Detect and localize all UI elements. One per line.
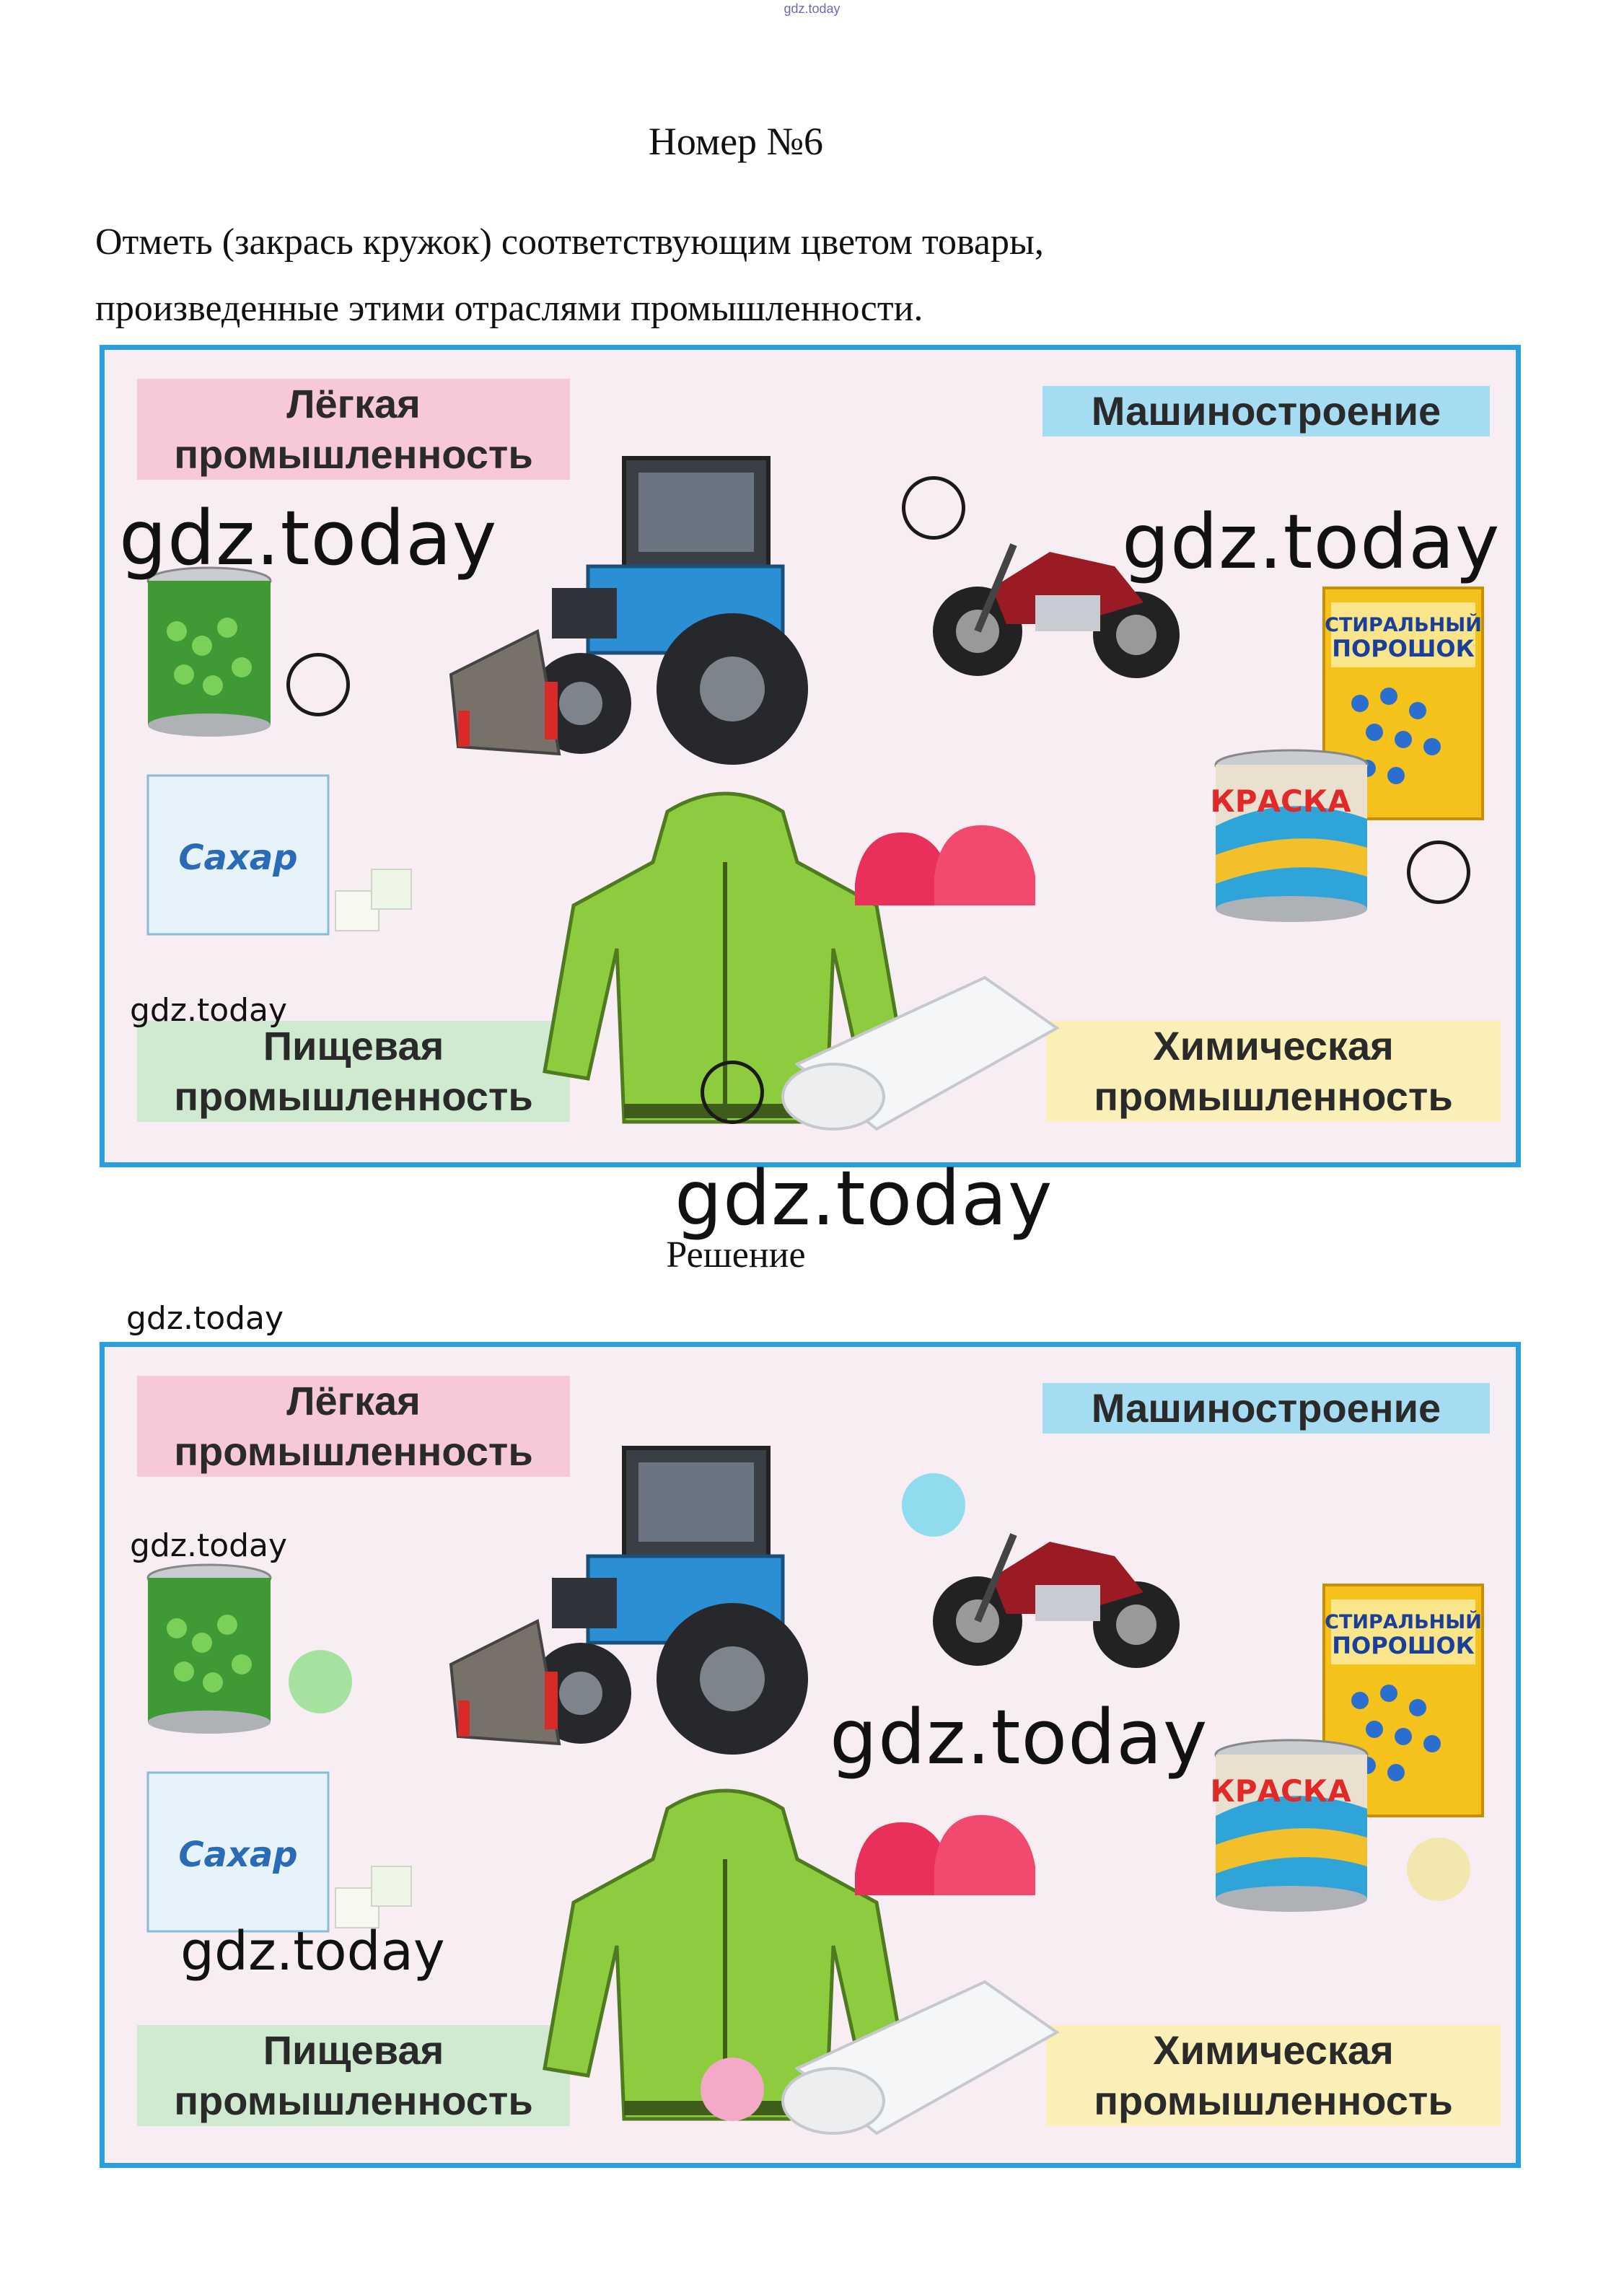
label-light-line2: промышленность — [174, 431, 533, 477]
powder-text-2: ПОРОШОК — [1332, 1632, 1475, 1659]
tractor-image — [444, 444, 848, 776]
watermark: gdz.today — [126, 1300, 284, 1337]
paint-brand-text: КРАСКА — [1210, 783, 1351, 819]
paint-can-image — [1208, 1737, 1374, 1917]
watermark: gdz.today — [130, 1527, 288, 1564]
sugar-box-image — [141, 761, 429, 949]
circle-paint[interactable] — [1407, 840, 1470, 904]
label-chem-line1: Химическая — [1153, 2027, 1394, 2073]
watermark: gdz.today — [830, 1693, 1208, 1781]
label-chem-line1: Химическая — [1153, 1023, 1394, 1068]
watermark: gdz.today — [119, 494, 498, 582]
fabric-roll-image — [768, 1967, 1071, 2141]
shoes-image — [848, 1787, 1043, 1910]
paint-can-image — [1208, 747, 1374, 927]
powder-text-2: ПОРОШОК — [1332, 635, 1475, 662]
circle-paint-filled[interactable] — [1407, 1838, 1470, 1901]
shoes-image — [848, 797, 1043, 920]
page-title: Номер №6 — [648, 120, 824, 163]
powder-text-1: СТИРАЛЬНЫЙ — [1325, 1611, 1482, 1633]
label-machinery: Машиностроение — [1043, 386, 1490, 436]
watermark: gdz.today — [180, 1921, 445, 1983]
label-food-line1: Пищевая — [263, 2027, 444, 2073]
circle-tractor-filled[interactable] — [902, 1473, 965, 1537]
circle-tractor[interactable] — [902, 476, 965, 540]
header-watermark: gdz.today — [784, 1, 840, 16]
peas-can-image — [141, 1563, 278, 1737]
label-chem-line2: промышленность — [1094, 2078, 1453, 2123]
solution-title: Решение — [666, 1234, 806, 1276]
watermark: gdz.today — [1122, 498, 1501, 586]
sugar-brand-text: Сахар — [178, 1835, 298, 1875]
powder-text-1: СТИРАЛЬНЫЙ — [1325, 614, 1482, 636]
label-light-line1: Лёгкая — [286, 381, 421, 426]
label-light-line2: промышленность — [174, 1428, 533, 1474]
tractor-image — [444, 1434, 848, 1765]
motorcycle-image — [927, 1477, 1187, 1679]
circle-peas[interactable] — [286, 653, 350, 716]
label-food-line1: Пищевая — [263, 1023, 444, 1068]
label-food-industry — [137, 2025, 570, 2126]
watermark: gdz.today — [675, 1154, 1053, 1242]
label-food-line2: промышленность — [174, 2078, 533, 2123]
sugar-brand-text: Сахар — [178, 838, 298, 878]
task-illustration — [100, 345, 1521, 1167]
label-chemical-industry — [1046, 1021, 1501, 1122]
task-line-2: произведенные этими отраслями промышленности. — [95, 288, 923, 329]
fabric-roll-image — [768, 963, 1071, 1136]
circle-fabric-filled[interactable] — [701, 2058, 764, 2121]
task-line-1: Отметь (закрась кружок) соответствующим цветом товары, — [95, 221, 1044, 263]
label-food-industry — [137, 1021, 570, 1122]
watermark: gdz.today — [130, 992, 288, 1029]
solution-illustration — [100, 1342, 1521, 2168]
label-food-line2: промышленность — [174, 1074, 533, 1119]
label-chemical-industry — [1046, 2025, 1501, 2126]
circle-peas-filled[interactable] — [289, 1650, 352, 1713]
sugar-box-image — [141, 1758, 429, 1946]
task-text — [95, 209, 1466, 342]
peas-can-image — [141, 566, 278, 739]
label-light-line1: Лёгкая — [286, 1378, 421, 1423]
paint-brand-text: КРАСКА — [1210, 1773, 1351, 1809]
label-chem-line2: промышленность — [1094, 1074, 1453, 1119]
circle-fabric[interactable] — [701, 1061, 764, 1124]
label-machinery: Машиностроение — [1043, 1383, 1490, 1434]
